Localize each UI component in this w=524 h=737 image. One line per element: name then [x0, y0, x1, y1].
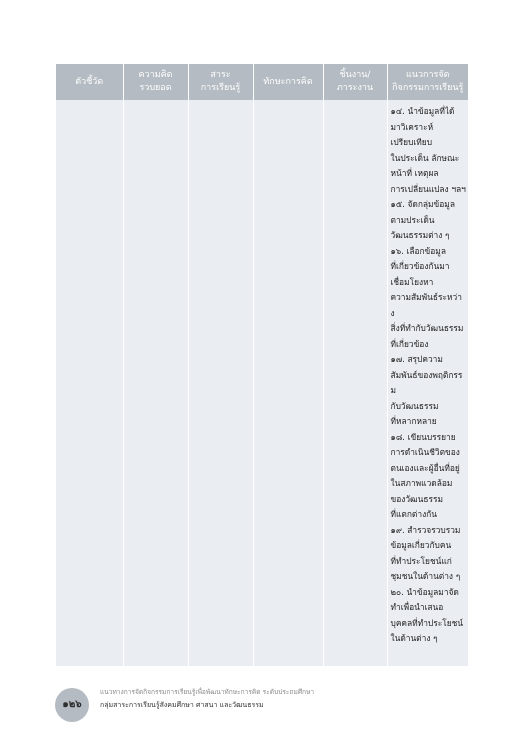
- header-content-line1: สาระ: [210, 70, 231, 80]
- page-number: ๑๒๖: [55, 688, 89, 722]
- cell-content: [188, 100, 253, 666]
- cell-thinking-skill: [253, 100, 323, 666]
- curriculum-table: [56, 64, 468, 666]
- footer-subject-group: กลุ่มสาระการเรียนรู้สังคมศึกษา ศาสนา และวัฒนธรรม: [100, 701, 264, 709]
- table-row: [56, 100, 468, 666]
- activity-step: ๑๔. นำข้อมูลที่ได้ มาวิเคราะห์ เปรียบเทียบ ในประเด็น ลักษณะ หน้าที่ เหตุผล การเปลี่ยนแปลง ฯลฯ: [390, 106, 466, 194]
- activity-step: ๑๙. สำรวจรวบรวม ข้อมูลเกี่ยวกับคน ที่ทำประโยชน์แก่ ชุมชนในด้านต่าง ๆ: [390, 524, 461, 581]
- header-activity: [387, 64, 468, 100]
- header-concept: [123, 64, 188, 100]
- header-indicator: [56, 64, 123, 100]
- header-workpiece-line1: ชิ้นงาน/: [339, 70, 371, 80]
- activity-step: ๑๕. จัดกลุ่มข้อมูล ตามประเด็น วัฒนธรรมต่าง ๆ: [390, 199, 455, 240]
- header-concept-line2: รวบยอด: [139, 83, 172, 93]
- header-activity-line1: แนวการจัด: [406, 70, 450, 80]
- cell-indicator: [56, 100, 123, 666]
- header-thinking-skill: [253, 64, 323, 100]
- cell-workpiece: [323, 100, 387, 666]
- activity-step: ๒๐. นำข้อมูลมาจัด ทำเพื่อนำเสนอ บุคคลที่ทำประโยชน์ ในด้านต่าง ๆ: [390, 586, 464, 643]
- header-thinking-skill-line1: ทักษะการคิด: [263, 76, 313, 87]
- activity-step: ๑๗. สรุปความ สัมพันธ์ของพฤติกรรม กับวัฒนธรรม ที่หลากหลาย: [390, 354, 463, 426]
- cell-concept: [123, 100, 188, 666]
- header-indicator-line1: ตัวชี้วัด: [75, 76, 104, 87]
- activity-step: ๑๘. เขียนบรรยาย การดำเนินชีวิตของ ตนเองและผู้อื่นที่อยู่ ในสภาพแวดล้อม ของวัฒนธรรม ที่แตกต่างกัน: [390, 431, 460, 519]
- header-content-line2: การเรียนรู้: [200, 83, 241, 93]
- header-workpiece-line2: ภาระงาน: [336, 83, 374, 93]
- activity-step: ๑๖. เลือกข้อมูล ที่เกี่ยวข้องกันมา เชื่อมโยงหา ความสัมพันธ์ระหว่าง สิ่งที่ทำกับวัฒนธรรม ที่เกี่ยวข้อง: [390, 245, 464, 349]
- footer-book-title: แนวทางการจัดกิจกรรมการเรียนรู้เพื่อพัฒนาทักษะการคิด ระดับประถมศึกษา: [100, 688, 315, 696]
- header-workpiece: [323, 64, 387, 100]
- cell-activity: [387, 100, 468, 666]
- activity-step-list: [388, 100, 469, 647]
- header-content: [188, 64, 253, 100]
- header-activity-line2: กิจกรรมการเรียนรู้: [392, 83, 464, 93]
- header-concept-line1: ความคิด: [138, 70, 173, 80]
- table-header-row: [56, 64, 468, 100]
